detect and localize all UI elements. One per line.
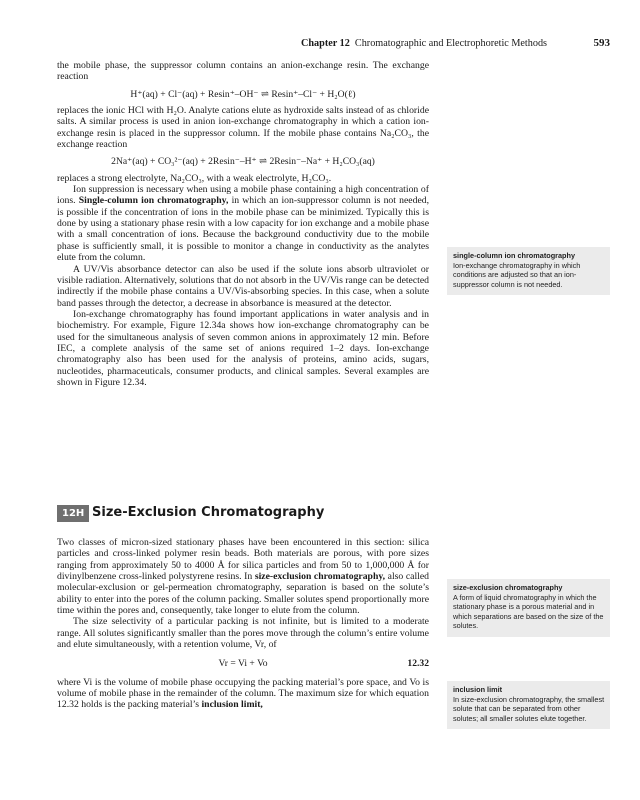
equation-cation-suppressor: 2Na⁺(aq) + CO₃²⁻(aq) + 2Resin⁻–H⁺ ⇌ 2Resin⁻–Na⁺ + H₂CO₃(aq) [111, 156, 375, 168]
margin-definition: In size-exclusion chromatography, the smallest solute that can be separated from other solutes; all smaller solutes elute together. [453, 694, 605, 723]
margin-term: single-column ion chromatography [453, 251, 576, 260]
paragraph: Two classes of micron-sized stationary phases have been encountered in this section: silica particles and cross-linked polymer resin beads. Both materials are porous, with pore sizes ranging from approximately 50 to 4000 Å for silica particles and from 50 to 1,000,000 Å for divinylbenzene cross-linked polystyrene resins. In size-exclusion chromatography, also called molecular-exclusion or gel-permeation chromatography, separation is based on the solute’s ability to enter into the pores of the column packing. Smaller solutes spend proportionally more time within the pores and, consequently, take longer to elute from the column. [57, 537, 429, 617]
margin-term: size-exclusion chromatography [453, 583, 563, 592]
body-text [57, 60, 429, 388]
page-header [0, 38, 640, 54]
key-term: size-exclusion chromatography, [254, 571, 386, 583]
margin-definition: A form of liquid chromatography in which the stationary phase is a porous material and in which separations are based on the size of the solutes. [453, 592, 604, 631]
margin-note-size-exclusion [447, 579, 610, 637]
chapter-title: Chromatographic and Electrophoretic Methods [354, 38, 547, 49]
paragraph: where Vi is the volume of mobile phase occupying the packing material’s pore space, and Vo is volume of mobile phase in the remainder of the column. The maximum size for which equation 12.32 holds is the packing material’s inclusion limit, [57, 676, 429, 711]
paragraph: replaces the ionic HCl with H₂O. Analyte cations elute as hydroxide salts instead of as chloride salts. A similar process is used in anion ion-exchange chromatography in which a cation ion-exchange resin is placed in the suppressor column. If the mobile phase contains Na₂CO₃, the exchange reaction [57, 105, 429, 151]
paragraph: replaces a strong electrolyte, Na₂CO₃, with a weak electrolyte, H₂CO₃. [57, 172, 332, 184]
equation-12-32 [57, 658, 429, 669]
margin-definition: Ion-exchange chromatography in which conditions are adjusted so that an ion-suppressor column is not needed. [453, 260, 581, 289]
key-term: Single-column ion chromatography, [78, 195, 229, 207]
equation-body: Vr = Vi + Vo [218, 658, 268, 670]
paragraph: Ion suppression is necessary when using a mobile phase containing a high concentration of ions. Single-column ion chromatography, in which an ion-suppressor column is not needed, is possible if the concentration of ions in the mobile phase can be minimized. Typically this is done by using a stationary phase resin with a low capacity for ion exchange and a mobile phase with a small concentration of ions. Because the background conductivity due to the mobile phase is sufficiently small, it is possible to monitor a change in conductivity as the analytes elute from the column. [57, 184, 430, 264]
paragraph: The size selectivity of a particular packing is not infinite, but is limited to a moderate range. All solutes significantly smaller than the pores move through the column’s entire volume and elute simultaneously, with a retention volume, Vr, of [57, 616, 429, 651]
margin-note-inclusion-limit [447, 681, 610, 729]
section-badge: 12H [57, 505, 89, 522]
page-number: 593 [593, 37, 610, 49]
section-body-text [57, 537, 429, 711]
running-head [301, 38, 547, 49]
paragraph: the mobile phase, the suppressor column contains an anion-exchange resin. The exchange reaction [57, 60, 429, 83]
equation-anion-suppressor: H⁺(aq) + Cl⁻(aq) + Resin⁺–OH⁻ ⇌ Resin⁺–Cl⁻ + H₂O(ℓ) [130, 88, 356, 100]
equation-number: 12.32 [407, 658, 429, 670]
section-heading [57, 504, 429, 522]
chapter-label: Chapter 12 [301, 38, 350, 49]
margin-term: inclusion limit [453, 685, 503, 694]
paragraph: Ion-exchange chromatography has found important applications in water analysis and in biochemistry. For example, Figure 12.34a shows how ion-exchange chromatography can be used for the simultaneous analysis of seven common anions in approximately 12 min. Before IEC, a complete analysis of the same set of anions required 1–2 days. Ion-exchange chromatography also has been used for the analysis of proteins, amino acids, sugars, nucleotides, pharmaceuticals, consumer products, and clinical samples. Several examples are shown in Figure 12.34. [57, 308, 429, 388]
section-title: Size-Exclusion Chromatography [92, 505, 325, 520]
key-term: inclusion limit, [201, 699, 263, 711]
paragraph: A UV/Vis absorbance detector can also be used if the solute ions absorb ultraviolet or visible radiation. Alternatively, solutions that do not absorb in the UV/Vis range can be detected indirectly if the mobile phase contains a UV/Vis-absorbing species. In this case, when a solute band passes through the detector, a decrease in absorbance is measured at the detector. [57, 263, 429, 309]
margin-note-single-column [447, 247, 610, 295]
